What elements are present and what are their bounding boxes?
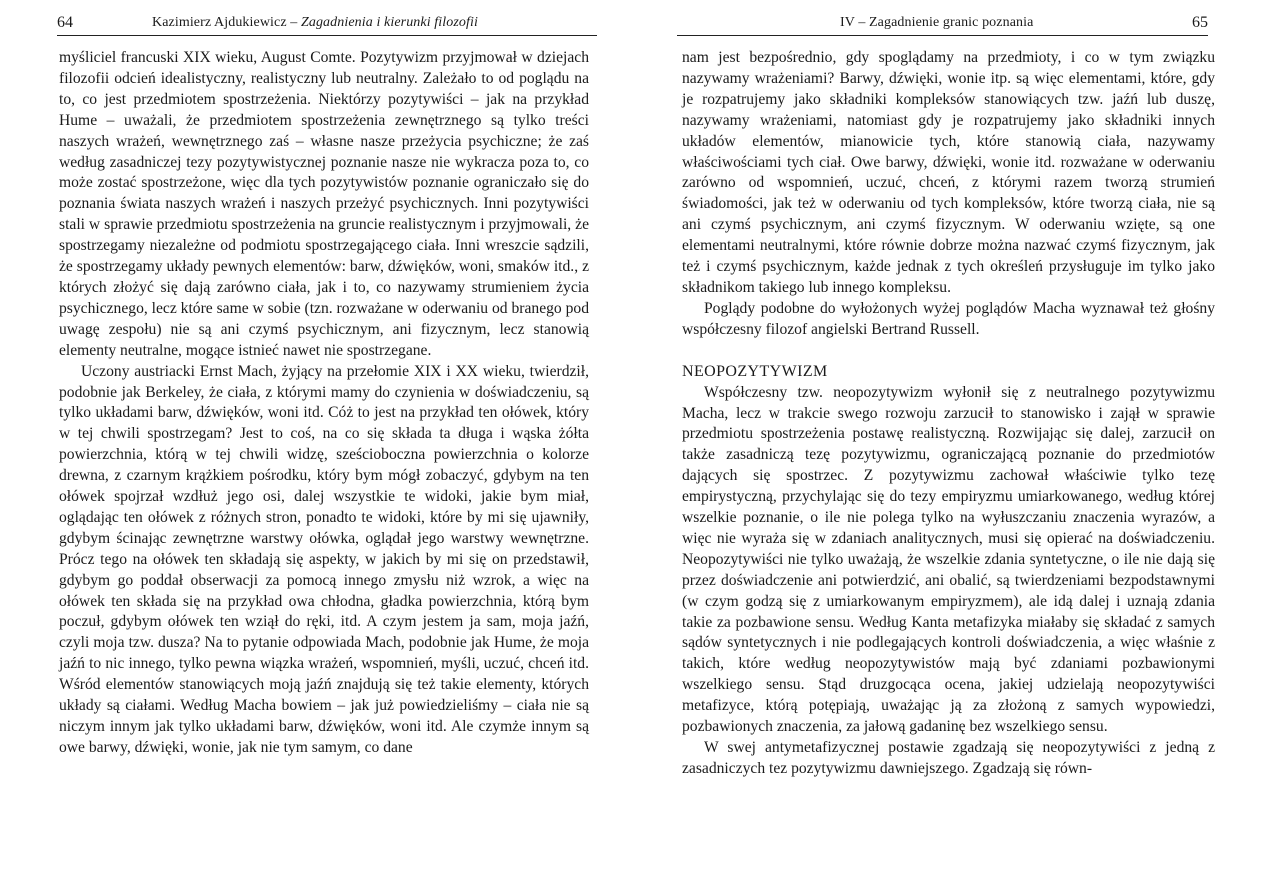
- section-heading: NEOPOZYTYWIZM: [682, 362, 828, 380]
- right-page-header: [677, 14, 1208, 36]
- paragraph: Poglądy podobne do wyłożonych wyżej poglądów Macha wyznawał też głośny współczesny filozof angielski Bertrand Russell.: [682, 299, 1215, 338]
- right-page-body: [682, 48, 1215, 780]
- header-rule: [677, 35, 1208, 36]
- left-running-head: [152, 15, 478, 31]
- paragraph: nam jest bezpośrednio, gdy spoglądamy na przedmioty, i co w tym związku nazywamy wrażeniami? Barwy, dźwięki, wonie itp. są więc elementami, które, gdy je rozpatrujemy jako składniki kompleksów stanowiących tzw. jaźń lub duszę, nazywamy wrażeniami, natomiast gdy je rozpatrujemy jako składniki innych układów elementów, mianowicie tych, które stanowią ciała, nazywamy właściwościami tych ciał. Owe barwy, dźwięki, wonie itd. rozważane w oderwaniu zarówno od wspomnień, uczuć, chceń, z którymi razem tworzą strumień świadomości, jak też w oderwaniu od tych kompleksów, które tworzą ciała, nie są ani czymś psychicznym, ani czymś fizycznym. W oderwaniu wzięte, są one elementami neutralnymi, które równie dobrze można nazwać czymś fizycznym, jak też i czymś psychicznym, każde jednak z tych określeń przysługuje im tylko jako składnikom takiego lub innego kompleksu.: [682, 49, 1215, 296]
- paragraph: Uczony austriacki Ernst Mach, żyjący na przełomie XIX i XX wieku, twierdził, podobnie jak Berkeley, że ciała, z którymi mamy do czynienia w doświadczeniu, są tylko układami barw, dźwięków, woni itd. Cóż to jest na przykład ten ołówek, który w tej chwili spostrzegam? Jest to coś, na co się składa ta długa i wąska żółta powierzchnia, którą w tej chwili widzę, sześcioboczna powierzchnia o kolorze drewna, z czarnym krążkiem pośrodku, który bym mógł zobaczyć, gdybym na ten ołówek spojrzał wzdłuż jego osi, dalej wszystkie te widoki, jakie bym miał, oglądając ten ołówek z różnych stron, ponadto te widoki, które by mi się ujawniły, gdybym ścinając zewnętrzne warstwy ołówka, oglądał jego warstwy wewnętrzne. Prócz tego na ołówek ten składają się aspekty, w jakich by mi się on przedstawił, gdybym go poddał obserwacji za pomocą innego zmysłu niż wzrok, a więc na ołówek ten składa się na przykład owa chłodna, gładka powierzchnia, którą bym poczuł, gdybym ołówek ten wziął do ręki, itd. A czym jestem ja sam, moja jaźń, czyli moja tzw. dusza? Na to pytanie odpowiada Mach, podobnie jak Hume, że moja jaźń to nic innego, tylko pewna wiązka wrażeń, wspomnień, myśli, uczuć, chceń itd. Wśród elementów stanowiących moją jaźń znajdują się też takie elementy, których układy są ciałami. Według Macha bowiem – jak już powiedzieliśmy – ciała nie są niczym innym jak tylko układami barw, dźwięków, woni itd. Ale czymże innym są owe barwy, dźwięki, wonie, jak nie tym samym, co dane: [59, 362, 589, 756]
- left-page-header: [57, 14, 597, 36]
- right-page: [632, 0, 1263, 893]
- running-head-book-title: Zagadnienia i kierunki filozofii: [300, 15, 478, 30]
- paragraph: W swej antymetafizycznej postawie zgadzają się neopozytywiści z jedną z zasadniczych tez pozytywizmu dawniejszego. Zgadzają się równ-: [682, 739, 1215, 777]
- running-head-author: Kazimierz Ajdukiewicz: [152, 15, 287, 30]
- paragraph: Współczesny tzw. neopozytywizm wyłonił się z neutralnego pozytywizmu Macha, lecz w trakcie swego rozwoju zarzucił to stanowisko i zajął w sprawie przedmiotu spostrzeżenia postawę realistyczną. Rozwijając się dalej, zarzucił on także zasadniczą tezę pozytywizmu, ograniczającą poznanie do przedmiotów dających się spostrzec. Z pozytywizmu zachował właściwie tylko tezę empirystyczną, przychylając się do tezy empiryzmu umiarkowanego, według której wszelkie poznanie, o ile nie polega tylko na wyłuszczaniu znaczenia wyrazów, a więc nie wyraża się w zdaniach analitycznych, musi się opierać na doświadczeniu. Neopozytywiści nie tylko uważają, że wszelkie zdania syntetyczne, o ile nie dają się przez doświadczenie ani potwierdzić, ani obalić, są twierdzeniami bezpodstawnymi (w czym godzą się z umiarkowanym empiryzmem), ale idą dalej i uznają zdania takie za pozbawione sensu. Według Kanta metafizyka miałaby się składać z samych sądów syntetycznych i nie podlegających kontroli doświadczenia, a więc właśnie z takich, które według neopozytywistów mają być zdaniami pozbawionymi wszelkiego sensu. Stąd druzgocąca ocena, jakiej udzielają neopozytywiści metafizyce, którą potępiają, uważając ją za złożoną z samych wypowiedzi, pozbawionych znaczenia, za jałową gadaninę bez wszelkiego sensu.: [682, 383, 1215, 736]
- section-spacer: [682, 341, 1215, 362]
- paragraph: myśliciel francuski XIX wieku, August Comte. Pozytywizm przyjmował w dziejach filozofii odcień idealistyczny, realistyczny lub neutralny. Zależało to od poglądu na to, co jest przedmiotem spostrzeżenia. Niektórzy pozytywiści – jak na przykład Hume – uważali, że przedmiotem spostrzeżenia zewnętrznego są tylko treści naszych wrażeń, wewnętrznego zaś – własne nasze przeżycia psychiczne; że zaś według zasadniczej tezy pozytywistycznej poznanie nasze nie wykracza poza to, co może zostać spostrzeżone, więc dla tych pozytywistów poznanie ograniczało się do poznania świata naszych wrażeń i naszych przeżyć psychicznych. Inni pozytywiści stali w sprawie przedmiotu spostrzeżenia na gruncie realistycznym i przyjmowali, że spostrzegamy niezależne od podmiotu spostrzegającego ciała. Inni wreszcie sądzili, że spostrzegamy układy pewnych elementów: barw, dźwięków, woni, smaków itd., z których złożyć się dają zarówno ciała, jak i to, co nazywamy strumieniem życia psychicznego, lecz które same w sobie (tzn. rozważane w oderwaniu od branego pod uwagę zespołu) nie są ani czymś psychicznym, ani fizycznym, lecz stanowią elementy neutralne, mogące istnieć nawet nie spostrzegane.: [59, 49, 589, 359]
- right-page-number: 65: [1192, 14, 1208, 31]
- running-head-separator: –: [286, 15, 301, 30]
- right-running-head: IV – Zagadnienie granic poznania: [840, 15, 1034, 30]
- left-page-body: [59, 48, 589, 759]
- header-rule: [57, 35, 597, 36]
- left-page-number: 64: [57, 14, 73, 31]
